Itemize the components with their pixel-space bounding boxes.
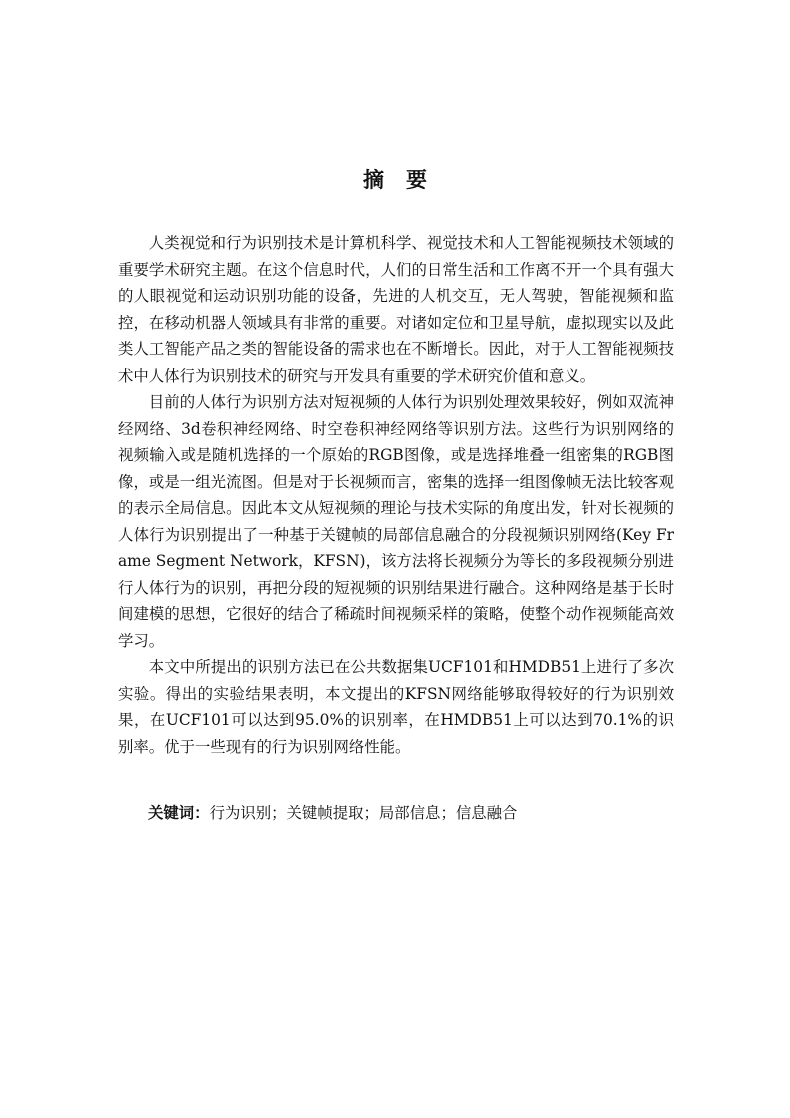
keywords-list: 行为识别；关键帧提取；局部信息；信息融合 <box>209 804 518 822</box>
keywords-line <box>148 800 688 826</box>
abstract-paragraph-2: 目前的人体行为识别方法对短视频的人体行为识别处理效果较好，例如双流神经网络、3d卷积神经网络、时空卷积神经网络等识别方法。这些行为识别网络的视频输入或是随机选择的一个原始的RGB图像，或是选择堆叠一组密集的RGB图像，或是一组光流图。但是对于长视频而言，密集的选择一组图像帧无法比较客观的表示全局信息。因此本文从短视频的理论与技术实际的角度出发，针对长视频的人体行为识别提出了一种基于关键帧的局部信息融合的分段视频识别网络(Key Frame Segment Network，KFSN)，该方法将长视频分为等长的多段视频分别进行人体行为的识别，再把分段的短视频的识别结果进行融合。这种网络是基于长时间建模的思想，它很好的结合了稀疏时间视频采样的策略，使整个动作视频能高效学习。 <box>118 393 674 650</box>
abstract-body <box>118 230 674 760</box>
abstract-paragraph-1: 人类视觉和行为识别技术是计算机科学、视觉技术和人工智能视频技术领域的重要学术研究主题。在这个信息时代，人们的日常生活和工作离不开一个具有强大的人眼视觉和运动识别功能的设备，先进的人机交互，无人驾驶，智能视频和监控，在移动机器人领域具有非常的重要。对诸如定位和卫星导航，虚拟现实以及此类人工智能产品之类的智能设备的需求也在不断增长。因此，对于人工智能视频技术中人体行为识别技术的研究与开发具有重要的学术研究价值和意义。 <box>118 234 674 385</box>
abstract-title: 摘要 <box>363 167 449 192</box>
abstract-paragraph-3: 本文中所提出的识别方法已在公共数据集UCF101和HMDB51上进行了多次实验。得出的实验结果表明，本文提出的KFSN网络能够取得较好的行为识别效果，在UCF101可以达到95.0%的识别率，在HMDB51上可以达到70.1%的识别率。优于一些现有的行为识别网络性能。 <box>118 658 674 756</box>
keywords-label: 关键词： <box>148 804 210 822</box>
